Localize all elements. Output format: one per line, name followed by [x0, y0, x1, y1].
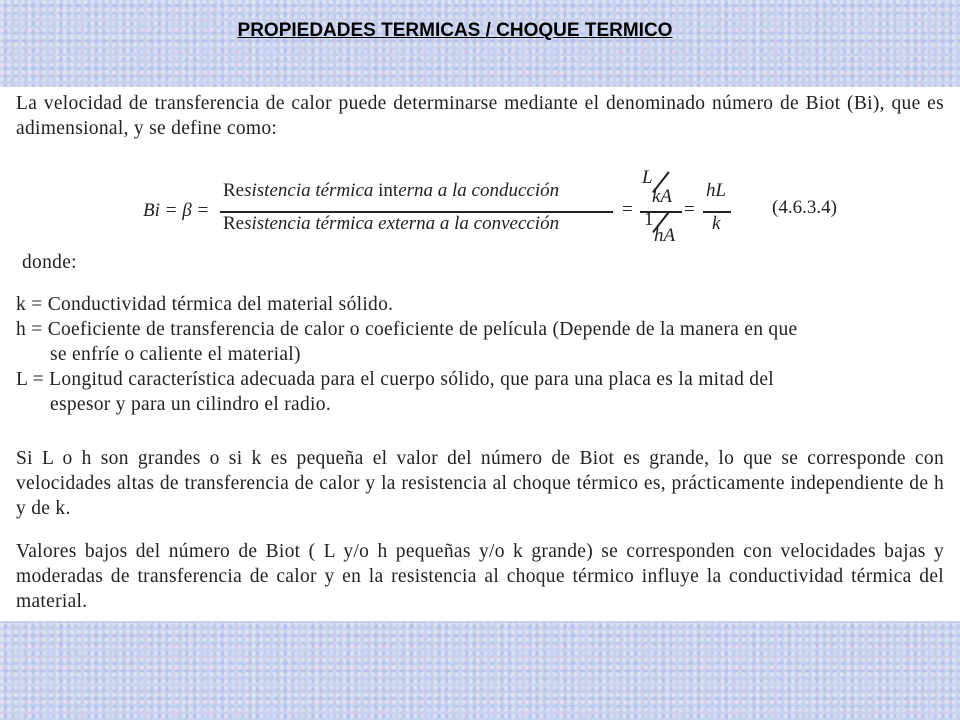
frac-top-kA: kA: [652, 186, 673, 207]
page-title: PROPIEDADES TERMICAS / CHOQUE TERMICO: [237, 20, 673, 41]
formula-lhs: Bi = β =: [143, 200, 210, 221]
frac-top-L: L: [642, 167, 653, 188]
definitions-list: [16, 292, 944, 417]
frac-bot-hA: hA: [654, 225, 676, 246]
result-denominator: k: [712, 213, 721, 234]
formula-numerator: Resistencia térmica interna a la conducción: [223, 180, 560, 201]
biot-formula: [140, 167, 860, 253]
equals-sign: =: [622, 199, 633, 220]
equation-number: (4.6.3.4): [772, 197, 837, 218]
result-numerator: hL: [706, 180, 727, 201]
frac-bot-1: 1: [644, 209, 654, 230]
donde-label: donde:: [22, 252, 77, 273]
definition-k: k = Conductividad térmica del material sólido.: [16, 294, 394, 315]
definition-h: h = Coeficiente de transferencia de calor o coeficiente de película (Depende de la manera en que se enfríe o caliente el material): [16, 319, 798, 365]
intro-paragraph: La velocidad de transferencia de calor puede determinarse mediante el denominado número de Biot (Bi), que es adimensional, y se define como:: [16, 93, 944, 139]
paragraph-small-biot: Valores bajos del número de Biot ( L y/o h pequeñas y/o k grande) se corresponden con velocidades bajas y moderadas de transferencia de calor y en la resistencia al choque térmico influye la conductividad térmica del material.: [16, 541, 944, 612]
content-panel: [0, 87, 960, 621]
formula-denominator: Resistencia térmica externa a la convección: [223, 213, 560, 234]
paragraph-large-biot: Si L o h son grandes o si k es pequeña el valor del número de Biot es grande, lo que se corresponde con velocidades altas de transferencia de calor y la resistencia al choque térmico es, prácticamente independiente de h y de k.: [16, 448, 944, 519]
definition-L: L = Longitud característica adecuada para el cuerpo sólido, que para una placa es la mitad del espesor y para un cilindro el radio.: [16, 369, 775, 415]
equals-sign-2: =: [684, 199, 695, 220]
